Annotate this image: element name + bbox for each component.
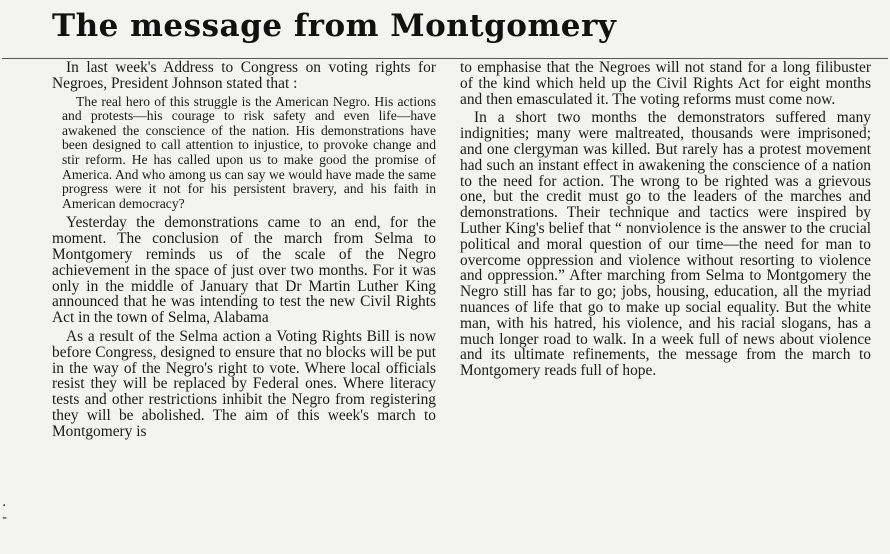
- right-column: [460, 60, 871, 382]
- left-column: [52, 60, 436, 443]
- right-paragraph-1: to emphasise that the Negroes will not stand for a long filibuster of the kind which held up the Civil Rights Act for eight months and then emasculated it. The voting reforms must come now.: [460, 59, 871, 108]
- left-paragraph-3: As a result of the Selma action a Voting Rights Bill is now before Congress, designed to ensure that no blocks will be put in the way of the Negro's right to vote. Where local officials resist they will be replaced by Federal ones. Where literacy tests and other restrictions inhibit the Negro from registering they will be abolished. The aim of this week's march to Montgomery is: [52, 327, 436, 440]
- margin-dash: -: [2, 510, 8, 526]
- margin-marks: [2, 494, 7, 526]
- left-paragraph-1: In last week's Address to Congress on voting rights for Negroes, President Johnson stated that :: [52, 59, 436, 92]
- left-paragraph-2: Yesterday the demonstrations came to an end, for the moment. The conclusion of the march from Selma to Montgomery reminds us of the scale of the Negro achievement in the space of just over two months. For it was only in the middle of January that Dr Martin Luther King announced that he was intending to test the new Civil Rights Act in the town of Selma, Alabama: [52, 214, 436, 327]
- johnson-quote: The real hero of this struggle is the American Negro. His actions and protests—his courage to risk safety and even life—have awakened the conscience of the nation. His demonstrations have been designed to call attention to injustice, to provoke change and stir reform. He has called upon us to make good the promise of America. And who among us can say we would have made the same progress were it not for his persistent bravery, and his faith in American democracy?: [62, 93, 436, 211]
- right-paragraph-2: In a short two months the demonstrators suffered many indignities; many were maltreated, thousands were imprisoned; and one clergyman was killed. But rarely has a protest movement had such an instant effect in awakening the conscience of a nation to the need for action. The wrong to be righted was a grievous one, but the credit must go to the leaders of the marches and demonstrations. Their technique and tactics were inspired by Luther King's belief that “ nonviolence is the answer to the crucial political and moral question of our time—the need for man to overcome oppression and violence without resorting to violence and oppression.” After marching from Selma to Montgomery the Negro still has far to go; jobs, housing, education, all the myriad nuances of life that go to make up social equality. But the white man, with his hatred, his violence, and his racial slogans, has a much longer road to walk. In a week full of news about violence and its ultimate refinements, the message from the march to Montgomery reads full of hope.: [460, 109, 871, 380]
- headline: The message from Montgomery: [52, 8, 617, 44]
- margin-dot: .: [2, 494, 7, 510]
